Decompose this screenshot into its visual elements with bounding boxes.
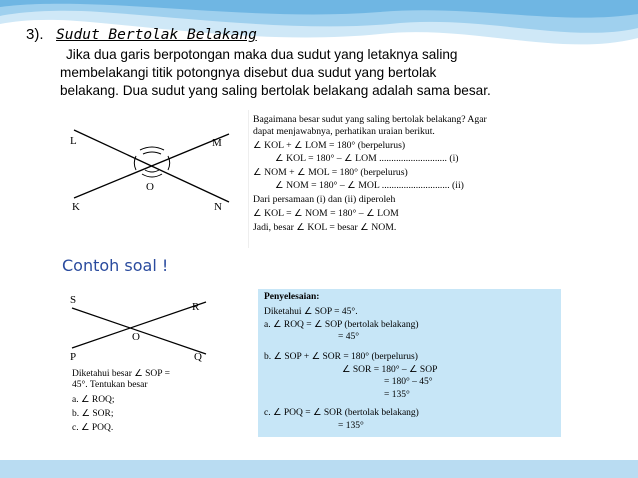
section-heading [26, 26, 257, 43]
paragraph-line: Jika dua garis berpotongan maka dua sudut yang letaknya saling [66, 47, 458, 62]
solution-line: ∠ SOR = 180° – ∠ SOP [342, 365, 438, 375]
explanation-line: Jadi, besar ∠ KOL = besar ∠ NOM. [253, 222, 397, 233]
solution-line: = 135° [338, 421, 364, 431]
paragraph-line: belakang. Dua sudut yang saling bertolak belakang adalah sama besar. [60, 83, 491, 98]
heading-title: Sudut Bertolak Belakang [56, 27, 257, 43]
point-label-p: P [70, 351, 77, 363]
heading-number: 3). [26, 26, 44, 43]
explanation-line: ∠ KOL + ∠ LOM = 180° (berpelurus) [253, 140, 406, 151]
point-label-o: O [146, 181, 154, 193]
solution-line: = 135° [384, 390, 410, 400]
question-line: a. ∠ ROQ; [72, 395, 115, 405]
explanation-line: ∠ NOM = 180° – ∠ MOL ............................ (ii) [275, 180, 464, 191]
point-label-r: R [192, 301, 200, 313]
solution-line: = 45° [338, 332, 360, 342]
explanation-line: ∠ KOL = ∠ NOM = 180° – ∠ LOM [253, 208, 399, 219]
explanation-line: dapat menjawabnya, perhatikan uraian berikut. [253, 126, 435, 137]
solution-line: Diketahui ∠ SOP = 45°. [264, 307, 358, 317]
point-label-k: K [72, 201, 80, 213]
point-label-s: S [70, 294, 77, 306]
example-heading: Contoh soal ! [62, 256, 169, 275]
explanation-line: Bagaimana besar sudut yang saling bertolak belakang? Agar [253, 114, 487, 125]
question-line: 45°. Tentukan besar [72, 380, 148, 390]
intersecting-lines-figure-2 [66, 292, 214, 364]
solution-line: b. ∠ SOP + ∠ SOR = 180° (berpelurus) [264, 352, 418, 362]
solution-line: c. ∠ POQ = ∠ SOR (bertolak belakang) [264, 408, 419, 418]
solution-panel [258, 289, 561, 437]
paragraph-line: membelakangi titik potongnya disebut dua sudut yang bertolak [60, 65, 437, 80]
point-label-n: N [214, 201, 222, 213]
point-label-o: O [132, 331, 140, 343]
question-line: Diketahui besar ∠ SOP = [72, 369, 170, 379]
explanation-panel [248, 110, 609, 248]
bottom-band-decoration [0, 460, 638, 478]
point-label-q: Q [194, 351, 202, 363]
solution-title: Penyelesaian: [264, 292, 320, 302]
point-label-l: L [70, 135, 77, 147]
intersecting-lines-figure-1 [64, 110, 236, 218]
point-label-m: M [212, 137, 222, 149]
explanation-line: ∠ NOM + ∠ MOL = 180° (berpelurus) [253, 167, 408, 178]
question-line: b. ∠ SOR; [72, 409, 114, 419]
solution-line: = 180° – 45° [384, 377, 433, 387]
question-box [68, 366, 226, 438]
question-line: c. ∠ POQ. [72, 423, 114, 433]
definition-paragraph [60, 46, 600, 100]
explanation-line: Dari persamaan (i) dan (ii) diperoleh [253, 194, 396, 205]
explanation-line: ∠ KOL = 180° – ∠ LOM ............................ (i) [275, 153, 459, 164]
solution-line: a. ∠ ROQ = ∠ SOP (bertolak belakang) [264, 320, 419, 330]
